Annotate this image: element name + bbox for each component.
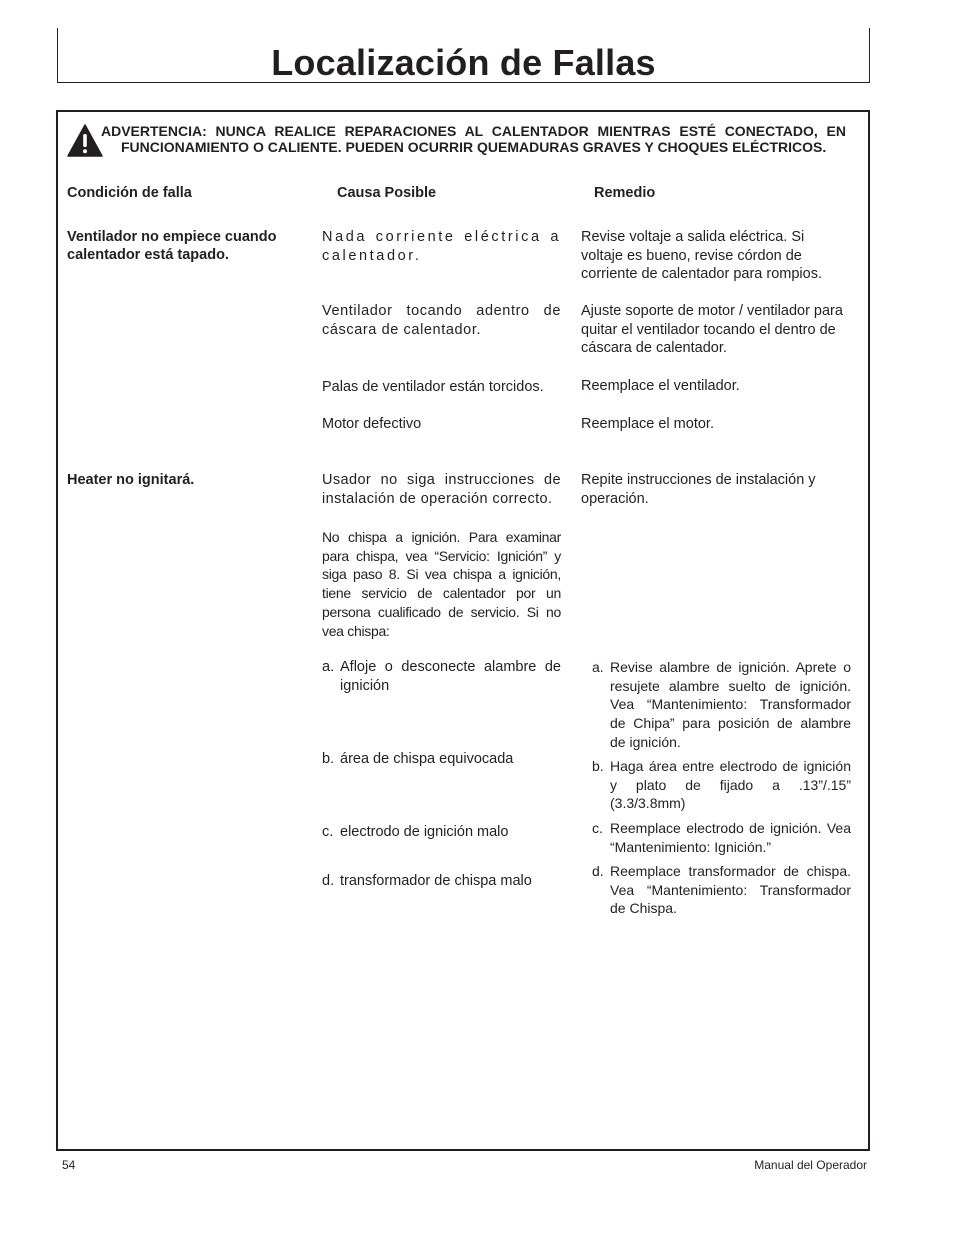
warning-rest: EN FUNCIONAMIENTO O CALIENTE. PUEDEN OCURRIR QUEMADURAS GRAVES Y CHOQUES ELÉCTRICOS. (121, 123, 846, 155)
sub-cause-c (322, 823, 561, 842)
sub-remedy-text: Reemplace electrodo de ignición. Vea “Mantenimiento: Ignición.” (610, 820, 851, 855)
page-title: Localización de Fallas (271, 42, 656, 83)
cause-no-power: Nada corriente eléctrica a calentador. (322, 229, 561, 264)
cause-fan-touching: Ventilador tocando adentro de cáscara de calentador. (322, 303, 561, 338)
header-remedy: Remedio (594, 185, 656, 201)
sub-remedy-c (592, 819, 851, 856)
warning-lead: ADVERTENCIA: NUNCA REALICE REPARACIONES AL CALENTADOR MIENTRAS ESTÉ CONECTADO, (101, 123, 818, 139)
sub-remedy-b (592, 757, 851, 813)
sub-remedy-text: Revise alambre de ignición. Aprete o resujete alambre suelto de ignición. Vea “Mantenimiento: Transformador de Chipa” para posición de alambre de ignición. (610, 659, 851, 750)
page-number: 54 (62, 1158, 76, 1172)
condition-fan: Ventilador no empiece cuando calentador está tapado. (67, 229, 277, 263)
sub-remedy-a (592, 658, 851, 752)
sub-cause-marker: d. (322, 873, 335, 889)
sub-cause-text: área de chispa equivocada (340, 751, 514, 767)
header-cause: Causa Posible (337, 185, 437, 201)
sub-remedy-marker: a. (592, 659, 604, 675)
remedy-replace-fan: Reemplace el ventilador. (581, 378, 740, 394)
cause-instructions: Usador no siga instrucciones de instalación de operación correcto. (322, 472, 561, 507)
sub-remedy-marker: d. (592, 863, 604, 879)
remedy-repeat-instructions: Repite instrucciones de instalación y operación. (581, 472, 816, 507)
sub-cause-text: transformador de chispa malo (340, 873, 532, 889)
sub-cause-a (322, 658, 561, 695)
condition-ignition: Heater no ignitará. (67, 472, 195, 488)
sub-remedy-marker: c. (592, 820, 603, 836)
sub-cause-marker: c. (322, 824, 334, 840)
title-bar (57, 28, 870, 83)
sub-remedy-text: Haga área entre electrodo de ignición y plato de fijado a .13”/.15” (3.3/3.8mm) (610, 758, 851, 812)
sub-cause-text: electrodo de ignición malo (340, 824, 509, 840)
sub-remedy-marker: b. (592, 758, 604, 774)
sub-cause-text: Afloje o desconecte alambre de ignición (340, 659, 561, 694)
remedy-voltage: Revise voltaje a salida eléctrica. Si voltaje es bueno, revise córdon de corriente de calentador para rompios. (581, 229, 822, 283)
cause-bent-blades: Palas de ventilador están torcidos. (322, 379, 544, 395)
warning-triangle-icon (67, 124, 103, 157)
warning-text (101, 123, 846, 155)
remedy-replace-motor: Reemplace el motor. (581, 416, 714, 432)
sub-cause-marker: b. (322, 751, 335, 767)
sub-remedy-text: Reemplace transformador de chispa. Vea “Mantenimiento: Transformador de Chispa. (610, 863, 851, 917)
cause-motor: Motor defectivo (322, 416, 422, 432)
manual-name: Manual del Operador (754, 1158, 867, 1172)
sub-remedy-d (592, 862, 851, 918)
header-condition: Condición de falla (67, 185, 192, 201)
remedy-adjust-fan: Ajuste soporte de motor / ventilador para quitar el ventilador tocando el dentro de cáscara de calentador. (581, 303, 843, 357)
cause-no-spark: No chispa a ignición. Para examinar para chispa, vea “Servicio: Ignición” y siga paso 8. Si vea chispa a ignición, tiene servicio de calentador por un persona cualificado de servicio. Si no vea chispa: (322, 529, 561, 639)
sub-cause-d (322, 872, 561, 891)
sub-cause-marker: a. (322, 659, 335, 675)
sub-cause-b (322, 750, 561, 769)
